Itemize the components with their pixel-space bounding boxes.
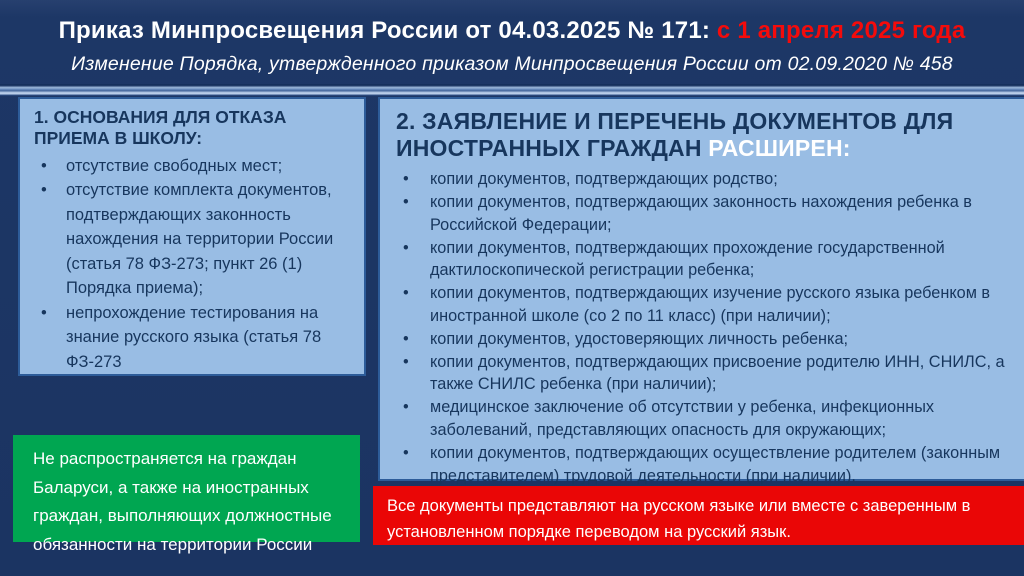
bullet-item: • отсутствие свободных мест; <box>34 154 354 179</box>
bullet-item: • непрохождение тестирования на знание русского языка (статья 78 ФЗ-273 <box>34 301 354 375</box>
slide-subtitle: Изменение Порядка, утвержденного приказом Минпросвещения России от 02.09.2020 № 458 <box>71 52 953 75</box>
slide-header <box>0 0 1024 84</box>
bullet-item: • копии документов, подтверждающих родство; <box>392 168 1014 191</box>
bullet-item: • копии документов, подтверждающих осуществление родителем (законным представителем) трудовой деятельности (при наличии). <box>392 442 1014 488</box>
header-divider-band <box>0 84 1024 96</box>
refusal-grounds-list <box>34 154 354 375</box>
documents-list-panel <box>378 97 1024 485</box>
documents-list-heading-main: 2. ЗАЯВЛЕНИЕ И ПЕРЕЧЕНЬ ДОКУМЕНТОВ ДЛЯ ИНОСТРАННЫХ ГРАЖДАН <box>396 108 954 162</box>
documents-list-heading <box>396 108 1014 162</box>
bullet-item: • копии документов, подтверждающих изучение русского языка ребенком в иностранной школе (со 2 по 11 класс) (при наличии); <box>392 282 1014 328</box>
slide-title <box>0 17 1024 46</box>
bullet-item: • отсутствие комплекта документов, подтверждающих законность нахождения на территории России (статья 78 ФЗ-273; пункт 26 (1) Порядка приема); <box>34 178 354 301</box>
slide-title-main: Приказ Минпросвещения России от 04.03.2025 № 171: <box>58 17 717 44</box>
bullet-item: • копии документов, подтверждающих прохождение государственной дактилоскопической регистрации ребенка; <box>392 237 1014 283</box>
refusal-grounds-panel <box>18 97 366 376</box>
refusal-grounds-heading: 1. ОСНОВАНИЯ ДЛЯ ОТКАЗА ПРИЕМА В ШКОЛУ: <box>34 107 287 149</box>
translation-requirement-note: Все документы представляют на русском языке или вместе с заверенным в установленном порядке переводом на русский язык. <box>373 486 1024 545</box>
exemption-note: Не распространяется на граждан Баларуси, а также на иностранных граждан, выполняющих должностные обязанности на территории России <box>13 435 360 542</box>
documents-list-heading-highlight: РАСШИРЕН: <box>708 135 851 162</box>
bullet-item: • копии документов, подтверждающих присвоение родителю ИНН, СНИЛС, а также СНИЛС ребенка (при наличии); <box>392 351 1014 397</box>
documents-list <box>392 168 1014 487</box>
bullet-item: • копии документов, удостоверяющих личность ребенка; <box>392 328 1014 351</box>
bullet-item: • копии документов, подтверждающих законность нахождения ребенка в Российской Федерации; <box>392 191 1014 237</box>
slide-title-date-highlight: с 1 апреля 2025 года <box>716 17 966 44</box>
bullet-item: • медицинское заключение об отсутствии у ребенка, инфекционных заболеваний, представляющих опасность для окружающих; <box>392 396 1014 442</box>
